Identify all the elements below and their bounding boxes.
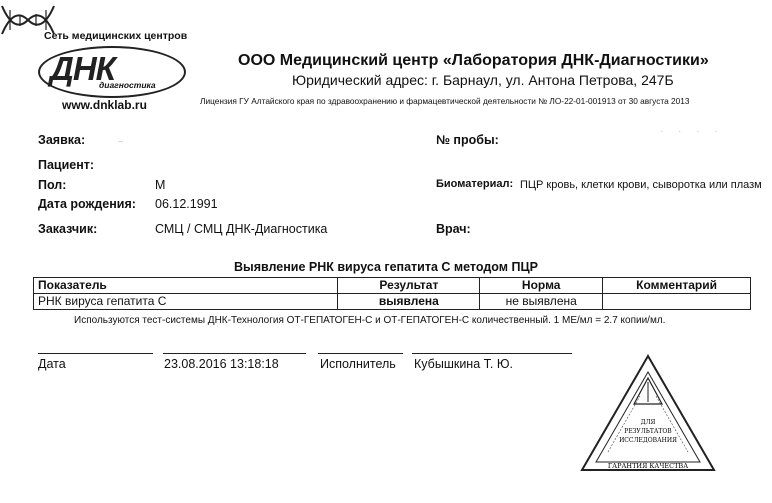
- logo-text: ДНК: [50, 50, 115, 87]
- sample-no-label: № пробы:: [436, 133, 499, 147]
- dob-value: 06.12.1991: [155, 197, 218, 211]
- norm-cell: не выявлена: [480, 294, 603, 310]
- website-link[interactable]: www.dnklab.ru: [62, 98, 147, 112]
- customer-value: СМЦ / СМЦ ДНК-Диагностика: [155, 222, 328, 236]
- executor-value: Кубышкина Т. Ю.: [414, 357, 513, 371]
- column-header-norm: Норма: [480, 278, 603, 294]
- doctor-label: Врач:: [436, 222, 471, 236]
- datetime-underline: [163, 353, 306, 354]
- date-underline: [38, 353, 153, 354]
- stamp-bottom: ГАРАНТИЯ КАЧЕСТВА: [607, 462, 689, 470]
- table-header-row: [34, 278, 751, 294]
- stamp-line1: ДЛЯ: [640, 419, 656, 426]
- stamp-line3: ИССЛЕДОВАНИЯ: [619, 437, 677, 444]
- sex-label: Пол:: [38, 178, 67, 192]
- column-header-comment: Комментарий: [603, 278, 751, 294]
- date-value: 23.08.2016 13:18:18: [164, 357, 279, 371]
- test-system-note: Используются тест-системы ДНК-Технология ОТ-ГЕПАТОГЕН-С и ОТ-ГЕПАТОГЕН-С количественный. 1 МЕ/мл = 2.7 копии/мл.: [74, 315, 666, 326]
- column-header-indicator: Показатель: [34, 278, 338, 294]
- executor-underline: [318, 353, 403, 354]
- executor-name-underline: [412, 353, 572, 354]
- customer-label: Заказчик:: [38, 222, 98, 236]
- date-label: Дата: [38, 357, 66, 371]
- sex-value: М: [155, 178, 166, 192]
- request-label: Заявка:: [38, 133, 86, 147]
- org-title: ООО Медицинский центр «Лаборатория ДНК-Диагностики»: [238, 52, 709, 69]
- network-caption: Сеть медицинских центров: [44, 30, 188, 42]
- logo-subtext: диагностика: [99, 80, 156, 90]
- org-address: Юридический адрес: г. Барнаул, ул. Антона Петрова, 247Б: [292, 72, 674, 88]
- patient-label: Пациент:: [38, 158, 95, 172]
- quality-stamp: [578, 352, 718, 476]
- stamp-line2: РЕЗУЛЬТАТОВ: [624, 428, 672, 435]
- dob-label: Дата рождения:: [38, 197, 136, 211]
- scan-noise: · · · ·: [660, 126, 724, 137]
- result-cell: выявлена: [338, 294, 480, 310]
- column-header-result: Результат: [338, 278, 480, 294]
- executor-label: Исполнитель: [320, 357, 396, 371]
- comment-cell: [603, 294, 751, 310]
- biomaterial-value: ПЦР кровь, клетки крови, сыворотка или плазм: [520, 179, 762, 191]
- indicator-cell: РНК вируса гепатита С: [34, 294, 338, 310]
- org-license: Лицензия ГУ Алтайского края по здравоохранению и фармацевтической деятельности № ЛО-22-01-001913 от 30 августа 2013: [200, 96, 690, 106]
- results-title: Выявление РНК вируса гепатита С методом ПЦР: [234, 260, 538, 274]
- redacted-mark: –: [118, 136, 124, 146]
- results-table: [33, 277, 751, 310]
- table-row: [34, 294, 751, 310]
- biomaterial-label: Биоматериал:: [436, 178, 514, 190]
